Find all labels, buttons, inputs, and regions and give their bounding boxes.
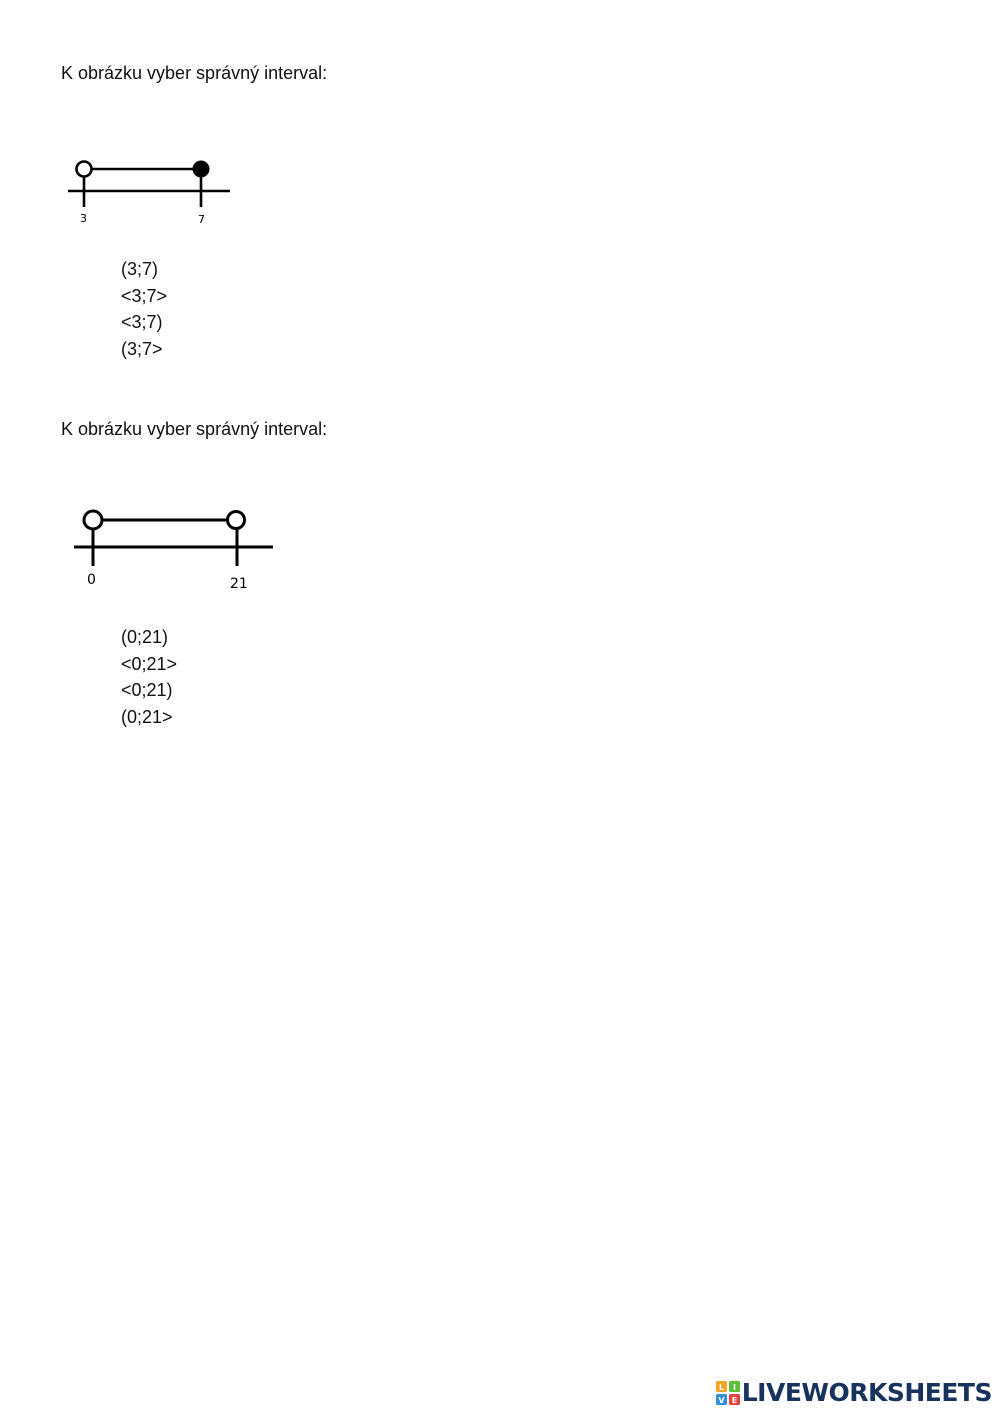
liveworksheets-brand[interactable]	[716, 1379, 992, 1407]
svg-text:V: V	[718, 1396, 725, 1405]
answer-option[interactable]: <0;21>	[121, 653, 178, 674]
answer-options-1	[121, 256, 167, 362]
svg-text:I: I	[732, 1383, 736, 1392]
question-1-prompt: K obrázku vyber správný interval:	[61, 63, 328, 83]
liveworksheets-logo-icon	[716, 1381, 740, 1405]
closed-endpoint-dot	[193, 161, 210, 178]
number-line-figure-2	[65, 500, 285, 595]
answer-option[interactable]: <0;21)	[121, 680, 173, 700]
answer-option[interactable]: <3;7)	[121, 312, 163, 332]
svg-text:L: L	[718, 1383, 724, 1392]
svg-text:E: E	[731, 1396, 737, 1405]
right-tick-label: 7	[198, 213, 205, 226]
number-line-figure-1	[60, 150, 245, 230]
answer-options-2	[121, 624, 177, 730]
right-tick-label: 21	[230, 576, 248, 592]
left-tick-label: 3	[80, 212, 87, 225]
open-endpoint-circle	[228, 512, 245, 529]
open-endpoint-circle	[77, 162, 92, 177]
brand-wordmark: LIVEWORKSHEETS	[741, 1378, 992, 1407]
answer-option[interactable]: (3;7)	[121, 259, 159, 279]
question-2-prompt: K obrázku vyber správný interval:	[61, 419, 328, 439]
answer-option[interactable]: <3;7>	[121, 285, 168, 306]
answer-option[interactable]: (0;21)	[121, 627, 169, 647]
answer-option[interactable]: (3;7>	[121, 338, 163, 359]
answer-option[interactable]: (0;21>	[121, 706, 173, 727]
left-tick-label: 0	[87, 572, 96, 588]
open-endpoint-circle	[84, 511, 102, 529]
